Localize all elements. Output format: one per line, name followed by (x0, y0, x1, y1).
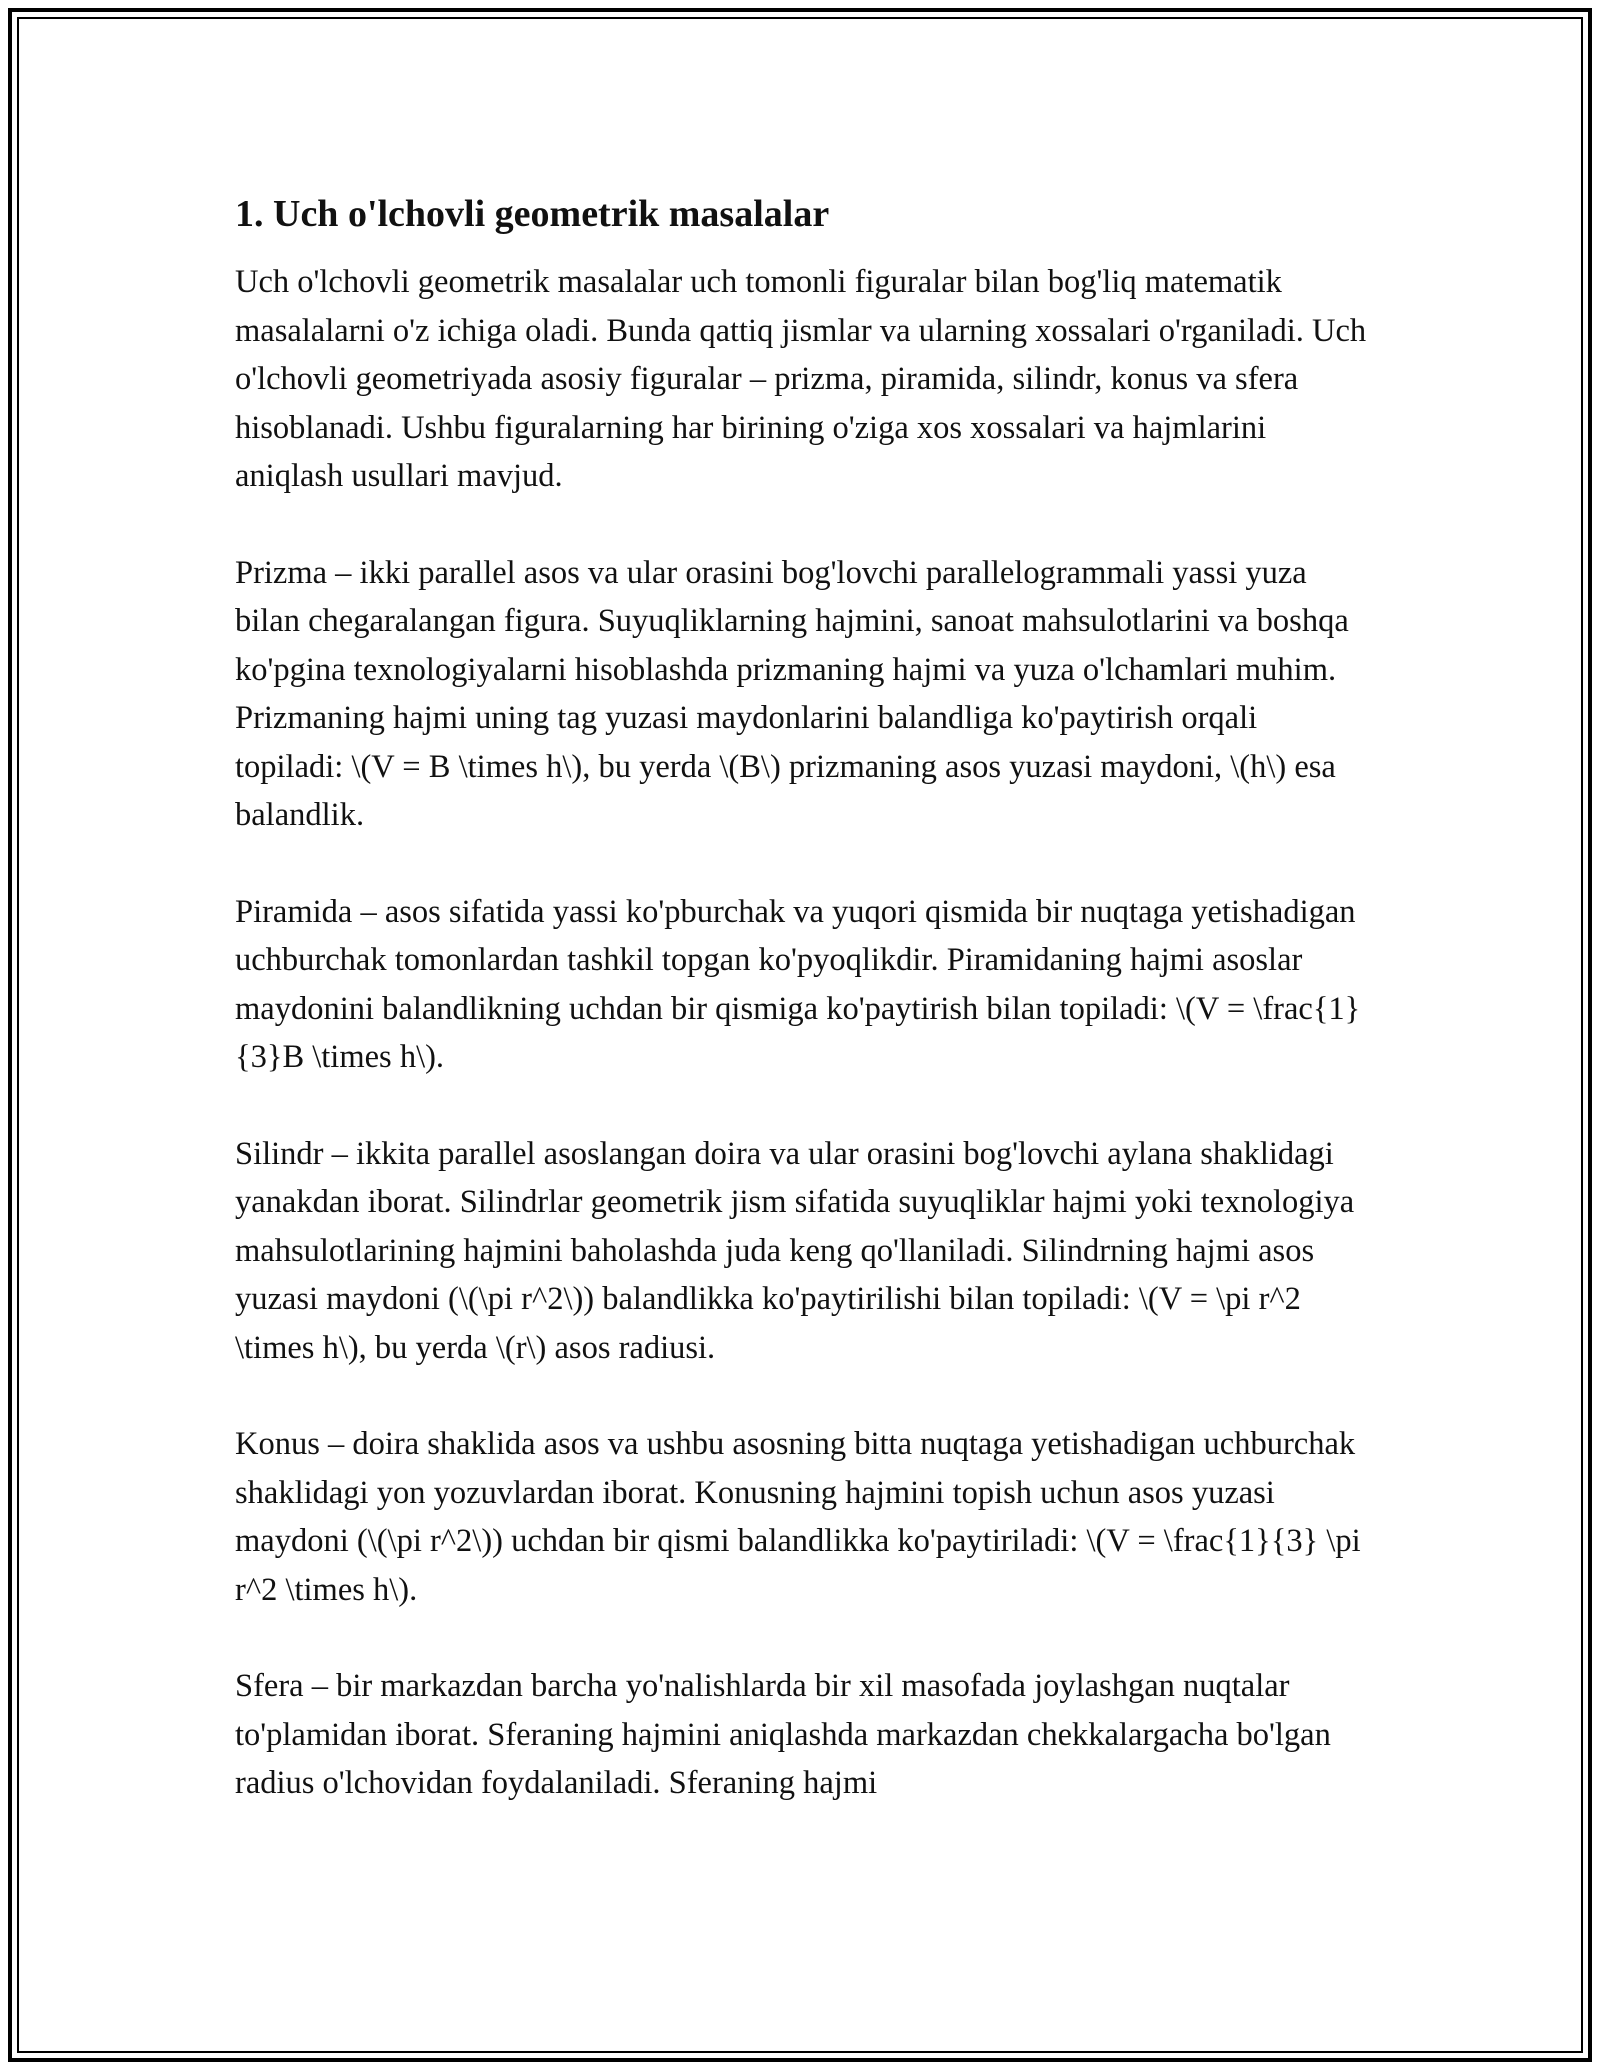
paragraph-sphere: Sfera – bir markazdan barcha yo'nalishlarda bir xil masofada joylashgan nuqtalar to'plamidan iborat. Sferaning hajmini aniqlashda markazdan chekkalargacha bo'lgan radius o'lchovidan foydalaniladi. Sferaning hajmi (235, 1668, 1331, 1801)
section-heading: 1. Uch o'lchovli geometrik masalalar (235, 193, 830, 235)
paragraph-intro: Uch o'lchovli geometrik masalalar uch tomonli figuralar bilan bog'liq matematik masalalarni o'z ichiga oladi. Bunda qattiq jismlar va ularning xossalari o'rganiladi. Uch o'lchovli geometriyada asosiy figuralar – prizma, piramida, silindr, konus va sfera hisoblanadi. Ushbu figuralarning har birining o'ziga xos xossalari va hajmlarini aniqlash usullari mavjud. (235, 264, 1367, 494)
paragraph-cone: Konus – doira shaklida asos va ushbu asosning bitta nuqtaga yetishadigan uchburchak shaklidagi yon yozuvlardan iborat. Konusning hajmini topish uchun asos yuzasi maydoni (\(\pi r^2\)) uchdan bir qismi balandlikka ko'paytiriladi: \(V = \frac{1}{3} \pi r^2 \times h\). (235, 1426, 1361, 1608)
document-body (235, 188, 1370, 1856)
paragraph-prism: Prizma – ikki parallel asos va ular orasini bog'lovchi parallelogrammali yassi yuza bilan chegaralangan figura. Suyuqliklarning hajmini, sanoat mahsulotlarini va boshqa ko'pgina texnologiyalarni hisoblashda prizmaning hajmi va yuza o'lchamlari muhim. Prizmaning hajmi uning tag yuzasi maydonlarini balandliga ko'paytirish orqali topiladi: \(V = B \times h\), bu yerda \(B\) prizmaning asos yuzasi maydoni, \(h\) esa balandlik. (235, 554, 1349, 833)
paragraph-cylinder: Silindr – ikkita parallel asoslangan doira va ular orasini bog'lovchi aylana shaklidagi yanakdan iborat. Silindrlar geometrik jism sifatida suyuqliklar hajmi yoki texnologiya mahsulotlarining hajmini baholashda juda keng qo'llaniladi. Silindrning hajmi asos yuzasi maydoni (\(\pi r^2\)) balandlikka ko'paytirilishi bilan topiladi: \(V = \pi r^2 \times h\), bu yerda \(r\) asos radiusi. (235, 1135, 1355, 1366)
paragraph-pyramid: Piramida – asos sifatida yassi ko'pburchak va yuqori qismida bir nuqtaga yetishadigan uchburchak tomonlardan tashkil topgan ko'pyoqlikdir. Piramidaning hajmi asoslar maydonini balandlikning uchdan bir qismiga ko'paytirish bilan topiladi: \(V = \frac{1}{3}B \times h\). (235, 893, 1361, 1075)
